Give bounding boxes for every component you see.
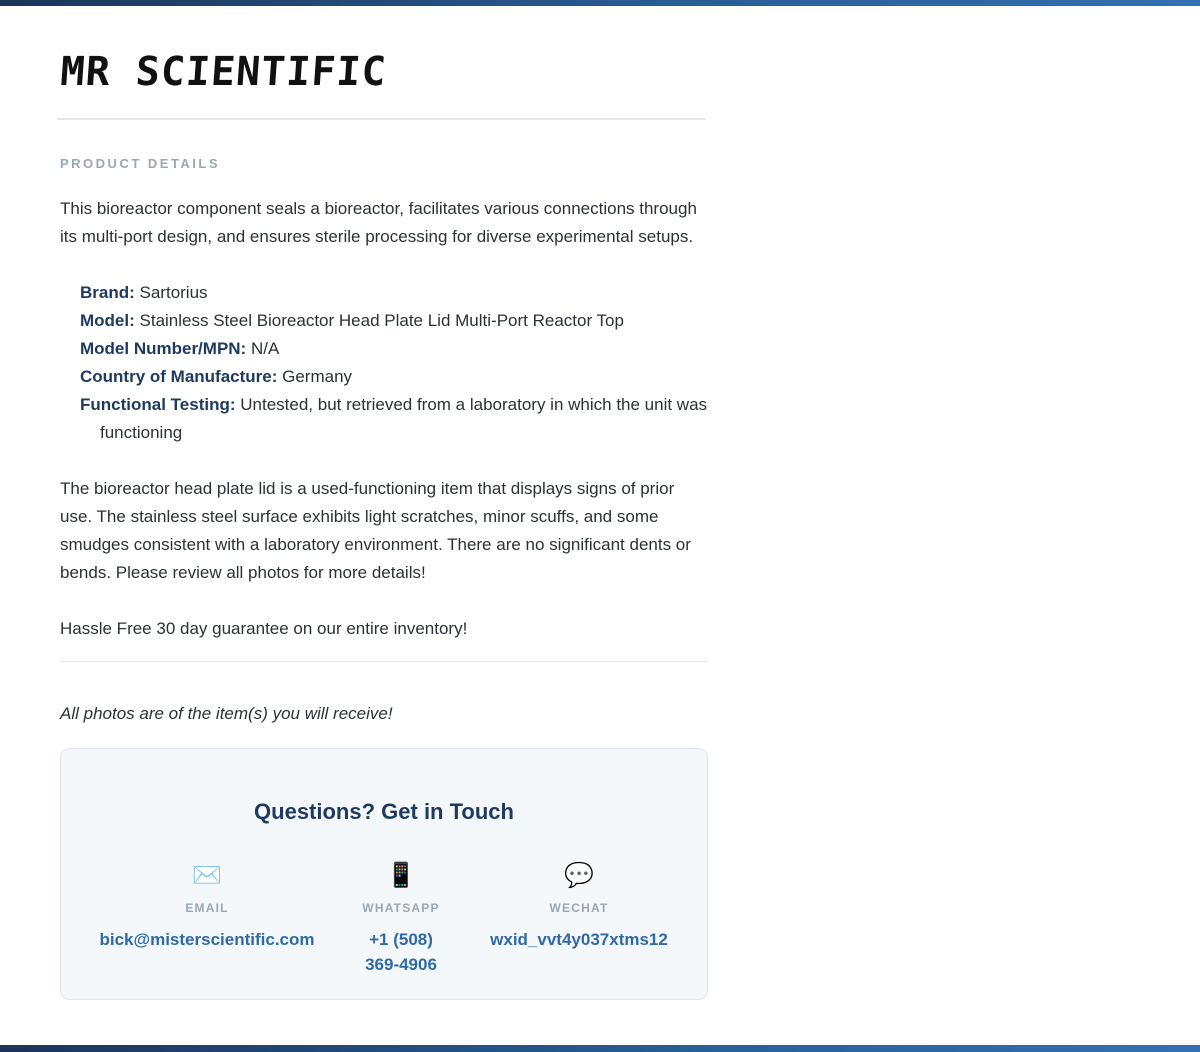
wechat-label: WECHAT [549, 901, 609, 915]
mobile-phone-icon: 📱 [386, 862, 416, 889]
listing-content [60, 40, 708, 1000]
guarantee-text: Hassle Free 30 day guarantee on our entire inventory! [60, 619, 468, 638]
top-accent-bar [0, 0, 1200, 6]
spec-value: Untested, but retrieved from a laboratory in which the unit was functioning [100, 395, 708, 442]
spec-key: Country of Manufacture: [80, 367, 278, 386]
spec-key: Model Number/MPN: [80, 339, 247, 358]
spec-key: Functional Testing: [80, 395, 236, 414]
whatsapp-label: WHATSAPP [362, 901, 440, 915]
bottom-accent-bar [0, 1045, 1200, 1052]
spec-key: Brand: [80, 283, 135, 302]
contact-email [99, 861, 315, 952]
spec-item-testing [80, 391, 708, 447]
spec-list [60, 279, 708, 447]
wechat-id[interactable]: wxid_vvt4y037xtms12 [490, 930, 668, 949]
contact-title: Questions? Get in Touch [254, 799, 514, 824]
spec-item-model [80, 307, 708, 335]
spec-key: Model: [80, 311, 135, 330]
intro-paragraph: This bioreactor component seals a bioreactor, facilitates various connections through its multi-port design, and ensures sterile processing for diverse experimental setups. [60, 199, 697, 246]
section-label: PRODUCT DETAILS [60, 156, 221, 171]
contact-card [60, 748, 708, 1000]
spec-value: Sartorius [139, 283, 208, 302]
contact-wechat [489, 861, 669, 952]
spec-value: Germany [282, 367, 353, 386]
divider [60, 661, 708, 662]
photos-note: All photos are of the item(s) you will receive! [60, 704, 393, 723]
contact-whatsapp [351, 861, 451, 977]
email-link[interactable]: bick@misterscientific.com [99, 930, 315, 949]
spec-item-mpn [80, 335, 708, 363]
spec-item-country [80, 363, 708, 391]
spec-value: Stainless Steel Bioreactor Head Plate Lid Multi-Port Reactor Top [139, 311, 624, 330]
spec-item-brand [80, 279, 708, 307]
speech-bubble-icon: 💬 [564, 862, 594, 889]
whatsapp-link[interactable]: +1 (508) 369-4906 [365, 930, 437, 974]
condition-paragraph: The bioreactor head plate lid is a used-functioning item that displays signs of prior use. The stainless steel surface exhibits light scratches, minor scuffs, and some smudges consistent with a laboratory environment. There are no significant dents or bends. Please review all photos for more details! [60, 479, 691, 582]
email-label: EMAIL [185, 901, 229, 915]
spec-value: N/A [250, 339, 280, 358]
brand-logo: MR SCIENTIFIC [57, 40, 711, 120]
envelope-icon: ✉️ [192, 862, 222, 889]
